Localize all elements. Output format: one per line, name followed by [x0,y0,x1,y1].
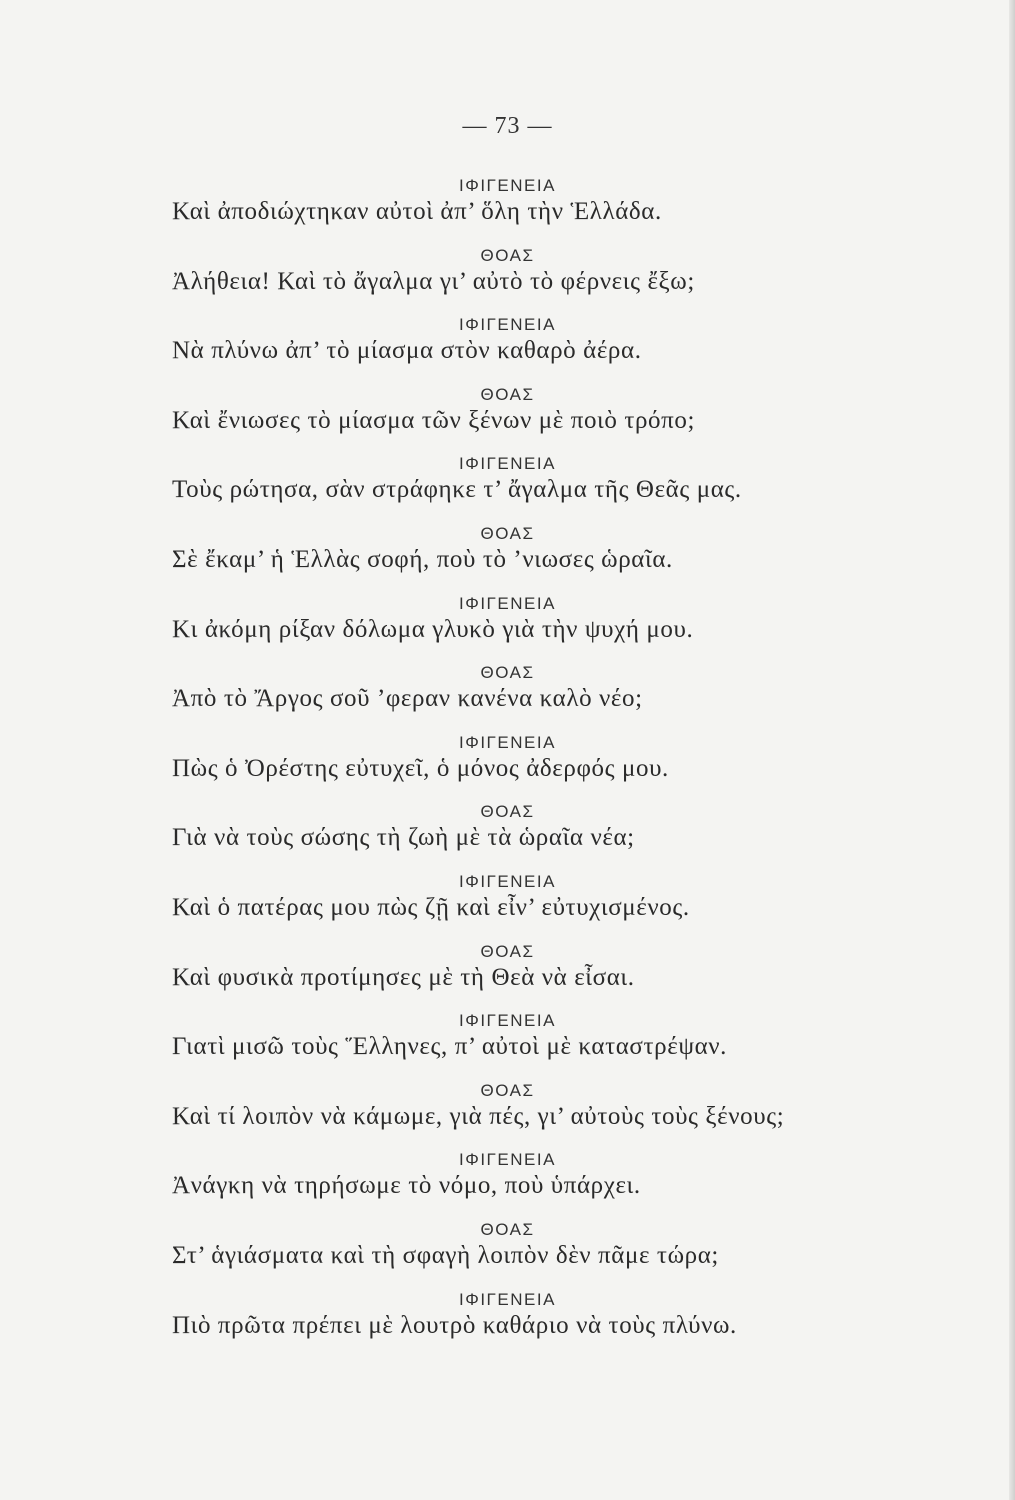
dialogue-line: Καὶ φυσικὰ προτίμησες μὲ τὴ Θεὰ νὰ εἶσαι. [172,963,635,991]
speech-block [0,590,1015,660]
dialogue-line: Καὶ τί λοιπὸν νὰ κάμωμε, γιὰ πές, γι’ αὐτοὺς τοὺς ξένους; [172,1102,785,1130]
speaker-name: ΙΦΙΓΕΝΕΙΑ [459,315,556,335]
dialogue-line: Σὲ ἔκαμ’ ἡ Ἑλλὰς σοφή, ποὺ τὸ ’νιωσες ὡραῖα. [172,545,673,573]
speech-block [0,172,1015,242]
speaker-name: ΙΦΙΓΕΝΕΙΑ [459,593,556,613]
speaker-name: ΘΟΑΣ [480,384,535,404]
speaker-name: ΘΟΑΣ [480,245,535,265]
speaker-name: ΘΟΑΣ [480,523,535,543]
dialogue-line: Γιατὶ μισῶ τοὺς Ἕλληνες, π’ αὐτοὶ μὲ καταστρέψαν. [172,1033,728,1061]
speech-block [0,1216,1015,1286]
speaker-name: ΙΦΙΓΕΝΕΙΑ [459,176,556,195]
dialogue-line: Ἀνάγκη νὰ τηρήσωμε τὸ νόμο, ποὺ ὑπάρχει. [172,1172,641,1200]
speaker-name: ΙΦΙΓΕΝΕΙΑ [459,732,556,752]
dialogue-line: Ἀλήθεια! Καὶ τὸ ἄγαλμα γι’ αὐτὸ τὸ φέρνεις ἔξω; [172,267,695,295]
speech-block [0,938,1015,1008]
speaker-name: ΘΟΑΣ [480,1219,535,1239]
dialogue-line: Στ’ ἁγιάσματα καὶ τὴ σφαγὴ λοιπὸν δὲν πᾶμε τώρα; [172,1241,719,1269]
speaker-name: ΙΦΙΓΕΝΕΙΑ [459,871,556,891]
speech-block [0,311,1015,381]
speech-block [0,1007,1015,1077]
speaker-name: ΘΟΑΣ [480,802,535,822]
speech-block [0,1146,1015,1216]
speaker-name: ΘΟΑΣ [480,1080,535,1100]
dialogue-line: Κι ἀκόμη ρίξαν δόλωμα γλυκὸ γιὰ τὴν ψυχή μου. [172,615,694,643]
speech-block [0,520,1015,590]
dialogue-line: Καὶ ἔνιωσες τὸ μίασμα τῶν ξένων μὲ ποιὸ τρόπο; [172,406,696,434]
dialogue-line: Νὰ πλύνω ἀπ’ τὸ μίασμα στὸν καθαρὸ ἀέρα. [172,337,642,365]
dialogue-line: Πὼς ὁ Ὀρέστης εὐτυχεῖ, ὁ μόνος ἀδερφός μου. [172,754,669,782]
page-number: — 73 — [462,113,553,139]
dialogue [0,172,1015,1355]
speaker-name: ΙΦΙΓΕΝΕΙΑ [459,1011,556,1031]
dialogue-line: Καὶ ὁ πατέρας μου πὼς ζῇ καὶ εἶν’ εὐτυχισμένος. [172,893,690,921]
speech-block [0,381,1015,451]
speaker-name: ΙΦΙΓΕΝΕΙΑ [459,454,556,474]
speech-block [0,868,1015,938]
speaker-name: ΙΦΙΓΕΝΕΙΑ [459,1289,556,1309]
dialogue-line: Πιὸ πρῶτα πρέπει μὲ λουτρὸ καθάριο νὰ τοὺς πλύνω. [172,1311,737,1339]
speaker-name: ΘΟΑΣ [480,663,535,683]
speech-block [0,659,1015,729]
speech-block [0,242,1015,312]
speech-block [0,1286,1015,1356]
speaker-name: ΘΟΑΣ [480,941,535,961]
dialogue-line: Ἀπὸ τὸ Ἄργος σοῦ ’φεραν κανένα καλὸ νέο; [172,685,643,713]
dialogue-line: Γιὰ νὰ τοὺς σώσης τὴ ζωὴ μὲ τὰ ὡραῖα νέα; [172,824,635,852]
speech-block [0,450,1015,520]
speech-block [0,729,1015,799]
speaker-name: ΙΦΙΓΕΝΕΙΑ [459,1150,556,1170]
speech-block [0,1077,1015,1147]
dialogue-line: Καὶ ἀποδιώχτηκαν αὐτοὶ ἀπ’ ὅλη τὴν Ἑλλάδα. [172,198,662,225]
dialogue-line: Τοὺς ρώτησα, σὰν στράφηκε τ’ ἄγαλμα τῆς Θεᾶς μας. [172,476,742,504]
speech-block [0,798,1015,868]
